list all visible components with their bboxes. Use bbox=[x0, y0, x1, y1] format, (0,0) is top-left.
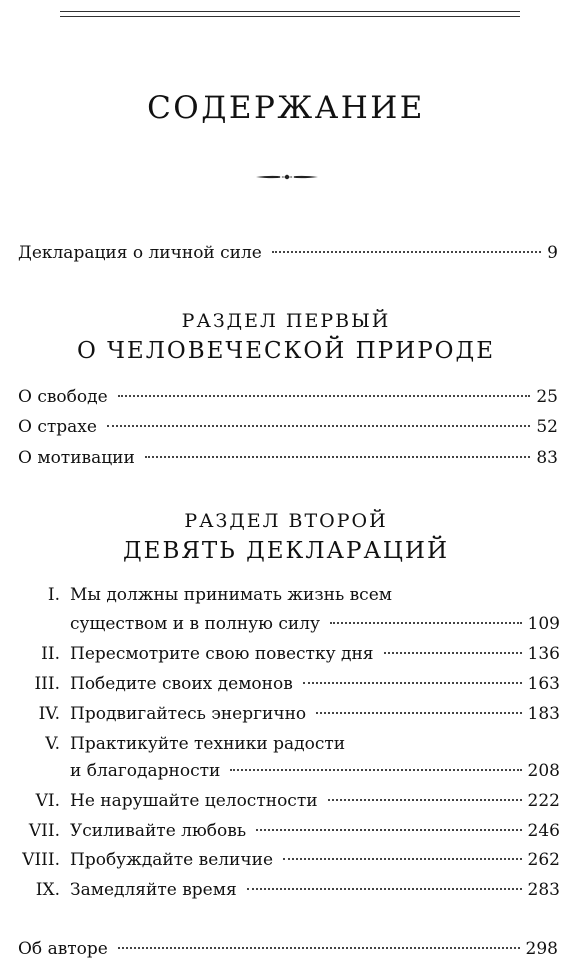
dot-leader bbox=[247, 888, 522, 890]
toc-entry-declaration-8[interactable] bbox=[0, 846, 560, 874]
section-1-title: О ЧЕЛОВЕЧЕСКОЙ ПРИРОДЕ bbox=[76, 338, 496, 364]
toc-entry-freedom[interactable] bbox=[18, 384, 558, 410]
toc-entry-label: Практикуйте техники радости bbox=[70, 734, 346, 754]
toc-entry-motivation[interactable] bbox=[18, 445, 558, 471]
toc-entry-declaration[interactable] bbox=[18, 240, 558, 266]
toc-entry-label: О страхе bbox=[18, 417, 97, 437]
toc-entry-page: 222 bbox=[527, 791, 560, 811]
section-2-title: ДЕВЯТЬ ДЕКЛАРАЦИЙ bbox=[122, 538, 450, 564]
toc-entry-label-cont: существом и в полную силу bbox=[70, 614, 321, 634]
dot-leader bbox=[384, 652, 522, 654]
toc-entry-label: Усиливайте любовь bbox=[70, 821, 247, 841]
toc-entry-declaration-4[interactable] bbox=[0, 700, 560, 728]
roman-numeral: VI. bbox=[35, 791, 60, 811]
toc-entry-declaration-2[interactable] bbox=[0, 640, 560, 668]
toc-entry-declaration-5[interactable] bbox=[0, 730, 560, 758]
dot-leader bbox=[303, 682, 522, 684]
dot-leader bbox=[118, 947, 520, 949]
toc-entry-page: 283 bbox=[527, 880, 560, 900]
toc-entry-page: 109 bbox=[527, 614, 560, 634]
dot-leader bbox=[256, 829, 521, 831]
top-rule-upper bbox=[60, 11, 520, 12]
toc-entry-declaration-3[interactable] bbox=[0, 670, 560, 698]
toc-entry-label: Не нарушайте целостности bbox=[70, 791, 318, 811]
toc-entry-label: О свободе bbox=[18, 387, 108, 407]
ornament-divider-icon bbox=[256, 170, 318, 184]
roman-numeral: IX. bbox=[35, 880, 60, 900]
dot-leader bbox=[283, 858, 522, 860]
toc-entry-page: 163 bbox=[527, 674, 560, 694]
toc-entry-page: 52 bbox=[536, 417, 558, 437]
section-1-kicker: РАЗДЕЛ ПЕРВЫЙ bbox=[181, 310, 391, 332]
section-2-kicker: РАЗДЕЛ ВТОРОЙ bbox=[184, 510, 388, 532]
dot-leader bbox=[328, 799, 522, 801]
dot-leader bbox=[330, 622, 522, 624]
toc-entry-label: Мы должны принимать жизнь всем bbox=[70, 585, 392, 605]
top-rule-lower bbox=[60, 16, 520, 17]
toc-entry-page: 136 bbox=[527, 644, 560, 664]
toc-entry-page: 25 bbox=[536, 387, 558, 407]
toc-entry-label: Победите своих демонов bbox=[70, 674, 293, 694]
toc-entry-declaration-1[interactable] bbox=[0, 581, 560, 609]
toc-entry-label: О мотивации bbox=[18, 448, 135, 468]
toc-entry-declaration-9[interactable] bbox=[0, 876, 560, 904]
roman-numeral: V. bbox=[45, 734, 60, 754]
roman-numeral: I. bbox=[47, 585, 60, 605]
roman-numeral: VII. bbox=[28, 821, 60, 841]
roman-numeral: III. bbox=[34, 674, 60, 694]
roman-numeral: VIII. bbox=[22, 850, 60, 870]
toc-entry-declaration-5-cont[interactable] bbox=[0, 757, 560, 785]
toc-entry-label: Декларация о личной силе bbox=[18, 243, 262, 263]
toc-entry-label: Пробуждайте величие bbox=[70, 850, 274, 870]
toc-entry-page: 262 bbox=[527, 850, 560, 870]
dot-leader bbox=[230, 769, 521, 771]
toc-entry-label: Об авторе bbox=[18, 939, 108, 959]
roman-numeral: IV. bbox=[38, 704, 60, 724]
page-title: СОДЕРЖАНИЕ bbox=[147, 90, 425, 126]
toc-entry-about-author[interactable] bbox=[18, 936, 558, 962]
dot-leader bbox=[118, 395, 531, 397]
dot-leader bbox=[316, 712, 521, 714]
toc-entry-declaration-7[interactable] bbox=[0, 817, 560, 845]
toc-entry-label: Пересмотрите свою повестку дня bbox=[70, 644, 374, 664]
toc-entry-page: 9 bbox=[547, 243, 558, 263]
toc-entry-page: 298 bbox=[525, 939, 558, 959]
toc-entry-declaration-1-cont[interactable] bbox=[0, 610, 560, 638]
toc-entry-label: Замедляйте время bbox=[70, 880, 237, 900]
toc-entry-page: 208 bbox=[527, 761, 560, 781]
toc-entry-declaration-6[interactable] bbox=[0, 787, 560, 815]
toc-entry-page: 183 bbox=[527, 704, 560, 724]
roman-numeral: II. bbox=[41, 644, 60, 664]
toc-entry-fear[interactable] bbox=[18, 414, 558, 440]
dot-leader bbox=[272, 251, 541, 253]
dot-leader bbox=[145, 456, 531, 458]
toc-entry-page: 83 bbox=[536, 448, 558, 468]
toc-entry-page: 246 bbox=[527, 821, 560, 841]
toc-entry-label: Продвигайтесь энергично bbox=[70, 704, 307, 724]
toc-entry-label-cont: и благодарности bbox=[70, 761, 221, 781]
dot-leader bbox=[107, 425, 530, 427]
